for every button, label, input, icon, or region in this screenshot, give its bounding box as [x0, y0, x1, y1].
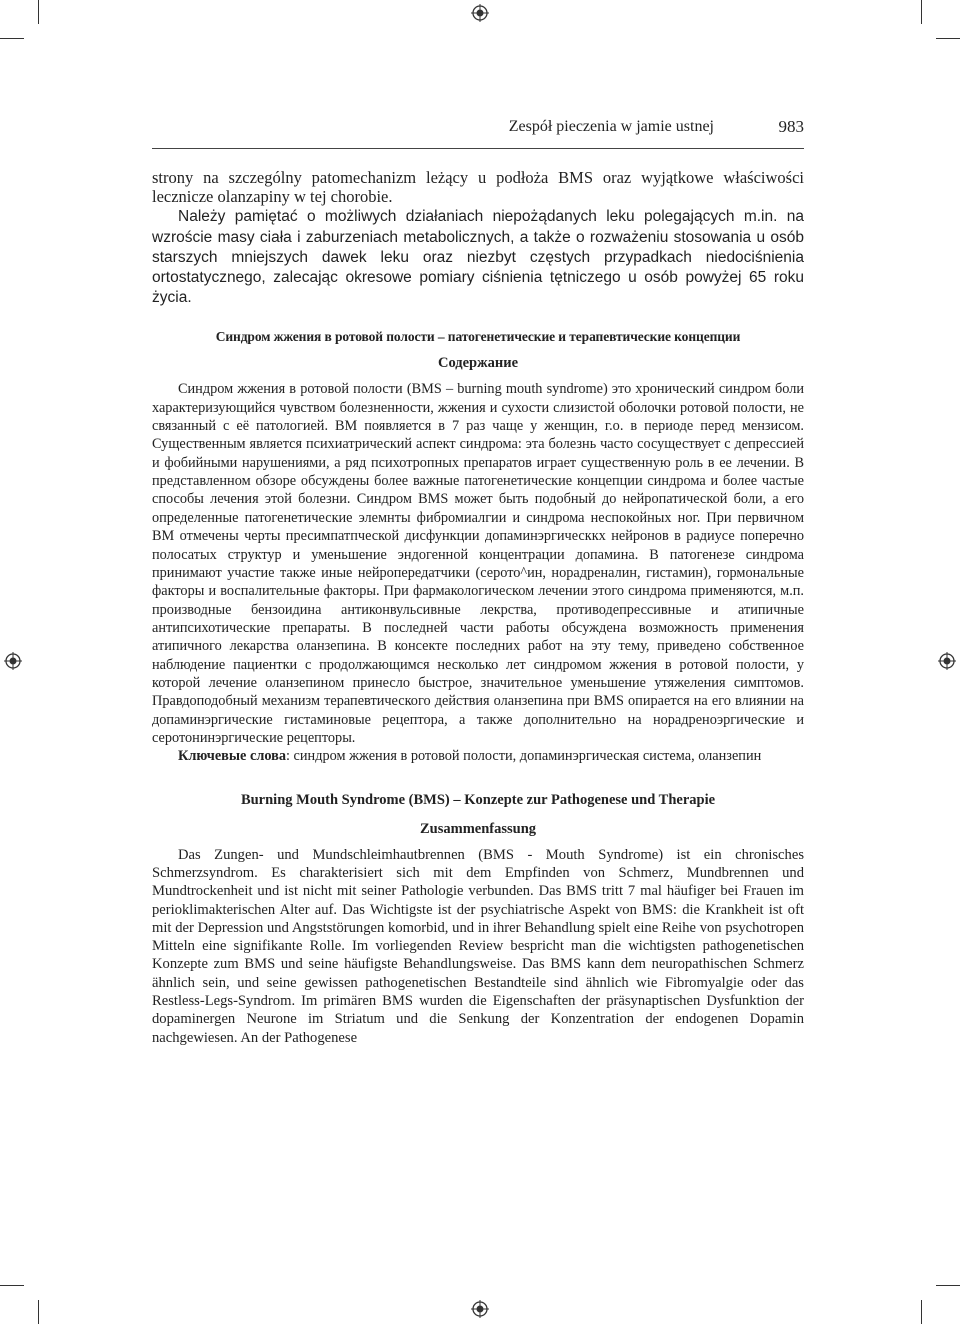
registration-mark-icon: [471, 1300, 489, 1318]
russian-title: Синдром жжения в ротовой полости – патогенетические и терапевтические концепции: [215, 329, 741, 345]
body-text: [152, 168, 804, 1047]
polish-paragraph-2: [152, 206, 804, 307]
registration-mark-icon: [4, 652, 22, 670]
crop-mark-top-right: [936, 38, 960, 39]
running-title: Zespół pieczenia w jamie ustnej: [508, 118, 714, 135]
russian-subtitle: Содержание: [437, 355, 519, 372]
crop-mark-bottom-left-vertical: [38, 1300, 39, 1324]
running-header: [152, 118, 804, 149]
german-title: Burning Mouth Syndrome (BMS) – Konzepte zur Pathogenese und Therapie: [240, 791, 716, 808]
russian-keywords: [152, 747, 804, 765]
crop-mark-top-right-vertical: [921, 0, 922, 24]
registration-mark-icon: [471, 4, 489, 22]
page-number: 983: [778, 117, 804, 136]
polish-paragraph-1: strony na szczególny patomechanizm leżący u podłoża BMS oraz wyjątkowe właściwości lecznicze olanzapiny w tej chorobie.: [152, 168, 804, 207]
crop-mark-top-left-vertical: [38, 0, 39, 24]
polish-paragraph-2-text: Należy pamiętać o możliwych działaniach niepożądanych leku polegających m.in. na wzroście masy ciała i zaburzeniach metabolicznych, a także o rozważeniu stosowania u osób starszych mniejszych dawek leku oraz niezbyt częstych przypadkach niedociśnienia ortostatycznego, zalecając okresowe pomiary ciśnienia tętniczego u osób powyżej 65 roku życia.: [152, 208, 804, 307]
registration-mark-icon: [938, 652, 956, 670]
crop-mark-top-left: [0, 38, 24, 39]
crop-mark-bottom-right: [936, 1285, 960, 1286]
german-subtitle: Zusammenfassung: [419, 820, 537, 837]
crop-mark-bottom-right-vertical: [921, 1300, 922, 1324]
german-abstract: Das Zungen- und Mundschleimhautbrennen (BMS - Mouth Syndrome) ist ein chronisches Schmerzsyndrom. Es charakterisiert sich mit dem Empfinden von Schmerz, Mundbrennen und Mundtrockenheit und ist nicht mit seiner Pathologie verbunden. Das BMS tritt 7 mal häufiger bei Frauen im perioklimakterischen Alter auf. Das Wichtigste ist der psychiatrische Aspekt von BMS: die Krankheit ist oft mit der Depression und Angststörungen komorbid, und in ihrer Behandlung spielt eine Reihe von psychotropen Mitteln eine signifikante Rolle. Im vorliegenden Review bespricht man die wichtigsten pathogenetischen Konzepte zum BMS und seine häufigste Behandlungsweise. Das BMS kann dem neuropathischen Schmerz ähnlich sein, und seine gewissen pathogenetischen Bestandteile sind ähnlich wie Fibromyalgie oder das Restless-Legs-Syndrom. Im primären BMS wurden die Eigenschaften der präsynaptischen Dysfunktion der dopaminergen Neurone im Striatum und die Senkung der Konzentration der endogenen Dopamin nachgewiesen. An der Pathogenese: [152, 846, 804, 1046]
russian-abstract: Синдром жжения в ротовой полости (BMS – burning mouth syndrome) это хронический синдром боли характеризующийся чувством болезненности, жжения и сухости слизистой оболочки ротовой полости, не связанный с её патологией. ВМ появляется в 7 раз чаще у женщин, г.о. в периоде перед мензисом. Существенным является психиатрический аспект синдрома: эта болезнь часто сосуществует с депрессией и фобийными нарушениями, а ряд психотропных препаратов играет существенную роль в ее лечении. В представленном обзоре обсуждены более важные патогенетические концепции синдрома и более частые способы лечения этой болезни. Синдром BMS может быть подобный до нейропатической боли, а его определенные патогенетические элемнты фибромиалгии и синдрома неспокойных ног. При первичном ВМ отмечены черты пресимпатпческой дисфункции допаминэргическкх нейронов в радиусе поперечно полосатых структур и уменьшение эндогенной концентрации допамина. В патогенезе синдрома принимают участие также иные нейропередатчики (серото^ин, норадреналин, гистамин), гормональные факторы и воспалительные факторы. При фармакологическом лечении этого синдрома применяются, м.п. производные бензоидина антиконвульсивные лекрства, противодепрессивные и атипичные антипсихотические препараты. В последней части работы обсуждена возможность применения атипичного лекарства оланзепина. В консекте последних работ на эту тему, приведено собственное наблюдение пациентки с продолжающимся несколько лет синдромом жжения в ротовой полости, у которой лечение оланзепином принесло быстрое, значительное уменьшение утяжеления симптомов. Правдоподобный механизм терапевтического действия оланзепина при BMS опирается на его влиянии на допаминэргические гистаминовые рецептора, а также дополнительно на норадреноэргические и серотонинэргические рецепторы.: [152, 381, 804, 746]
crop-mark-bottom-left: [0, 1285, 24, 1286]
russian-keywords-text: : синдром жжения в ротовой полости, допаминэргическая система, оланзепин: [286, 748, 762, 765]
russian-keywords-label: Ключевые слова: [178, 748, 287, 765]
